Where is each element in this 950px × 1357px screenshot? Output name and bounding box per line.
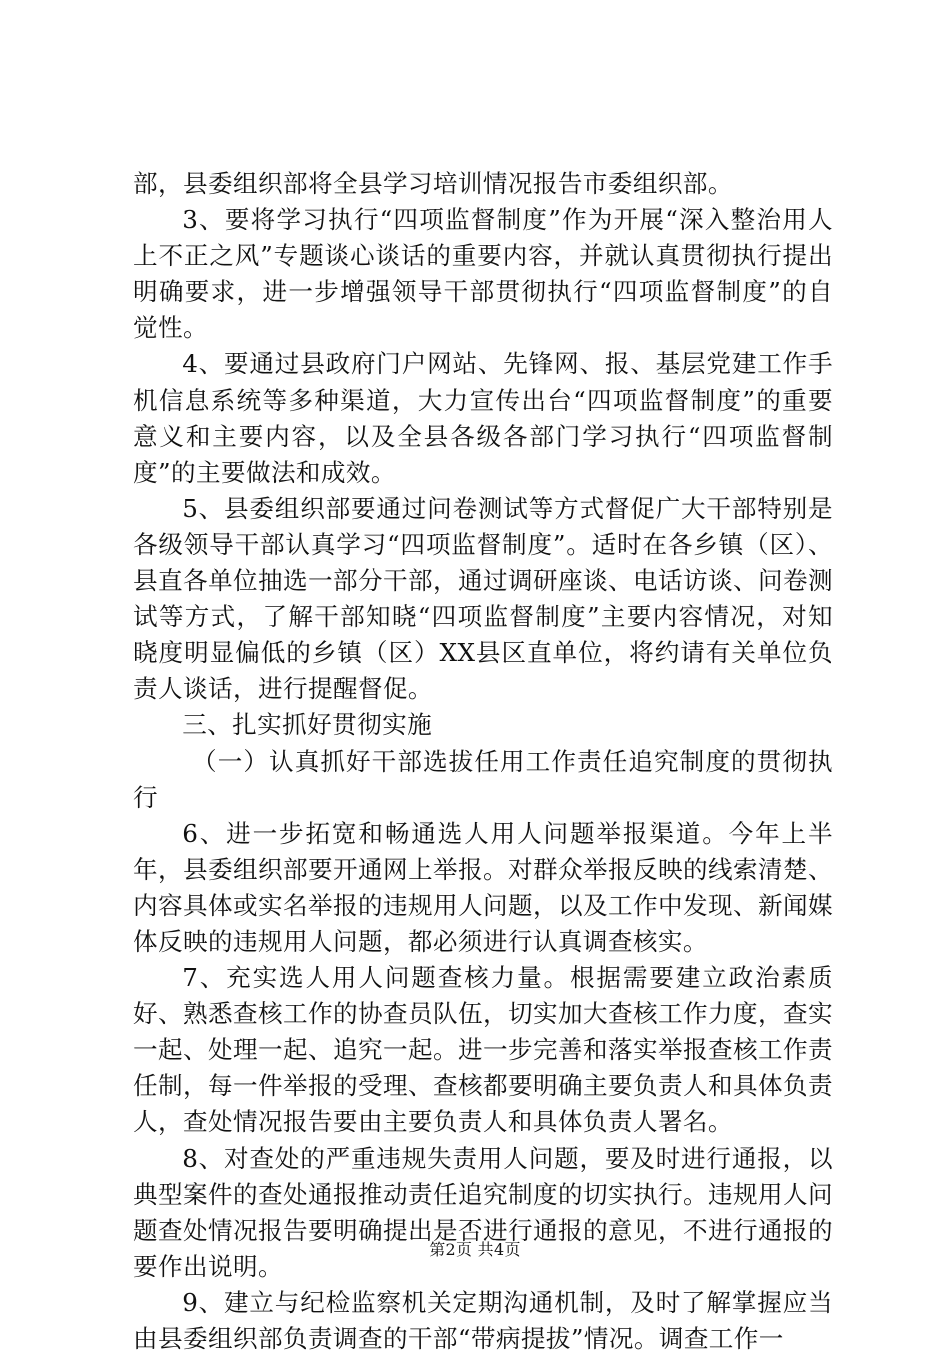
paragraph-item-7: 7、充实选人用人问题查核力量。根据需要建立政治素质好、熟悉查核工作的协查员队伍，切实加大查核工作力度，查实一起、处理一起、追究一起。进一步完善和落实举报查核工作责任制，每一件举报的受理、查核都要明确主要负责人和具体负责人，查处情况报告要由主要负责人和具体负责人署名。 [133,963,833,1137]
paragraph-item-8: 8、对查处的严重违规失责用人问题，要及时进行通报，以典型案件的查处通报推动责任追究制度的切实执行。违规用人问题查处情况报告要明确提出是否进行通报的意见，不进行通报的要作出说明。 [133,1143,833,1281]
section-heading-3: 三、扎实抓好贯彻实施 [182,710,433,740]
subsection-heading-1: （一）认真抓好干部选拔任用工作责任追究制度的贯彻执行 [133,746,833,812]
paragraph-item-9: 9、建立与纪检监察机关定期沟通机制，及时了解掌握应当由县委组织部负责调查的干部“带病提拔”情况。调查工作一 [133,1287,833,1353]
paragraph-item-5: 5、县委组织部要通过问卷测试等方式督促广大干部特别是各级领导干部认真学习“四项监督制度”。适时在各乡镇（区）、县直各单位抽选一部分干部，通过调研座谈、电话访谈、问卷测试等方式，了解干部知晓“四项监督制度”主要内容情况，对知晓度明显偏低的乡镇（区）XX县区直单位，将约请有关单位负责人谈话，进行提醒督促。 [133,493,833,704]
page-number-label: 第2页 共4页 [429,1240,521,1259]
paragraph-item-6: 6、进一步拓宽和畅通选人用人问题举报渠道。今年上半年，县委组织部要开通网上举报。对群众举报反映的线索清楚、内容具体或实名举报的违规用人问题，以及工作中发现、新闻媒体反映的违规用人问题，都必须进行认真调查核实。 [133,818,833,956]
paragraph-continuation: 部，县委组织部将全县学习培训情况报告市委组织部。 [133,169,733,198]
paragraph-item-3: 3、要将学习执行“四项监督制度”作为开展“深入整治用人上不正之风”专题谈心谈话的重要内容，并就认真贯彻执行提出明确要求，进一步增强领导干部贯彻执行“四项监督制度”的自觉性。 [133,205,833,343]
paragraph-item-4: 4、要通过县政府门户网站、先锋网、报、基层党建工作手机信息系统等多种渠道，大力宣传出台“四项监督制度”的重要意义和主要内容，以及全县各级各部门学习执行“四项监督制度”的主要做法和成效。 [133,349,833,487]
page-footer [0,1240,950,1260]
document-body [133,166,833,1357]
